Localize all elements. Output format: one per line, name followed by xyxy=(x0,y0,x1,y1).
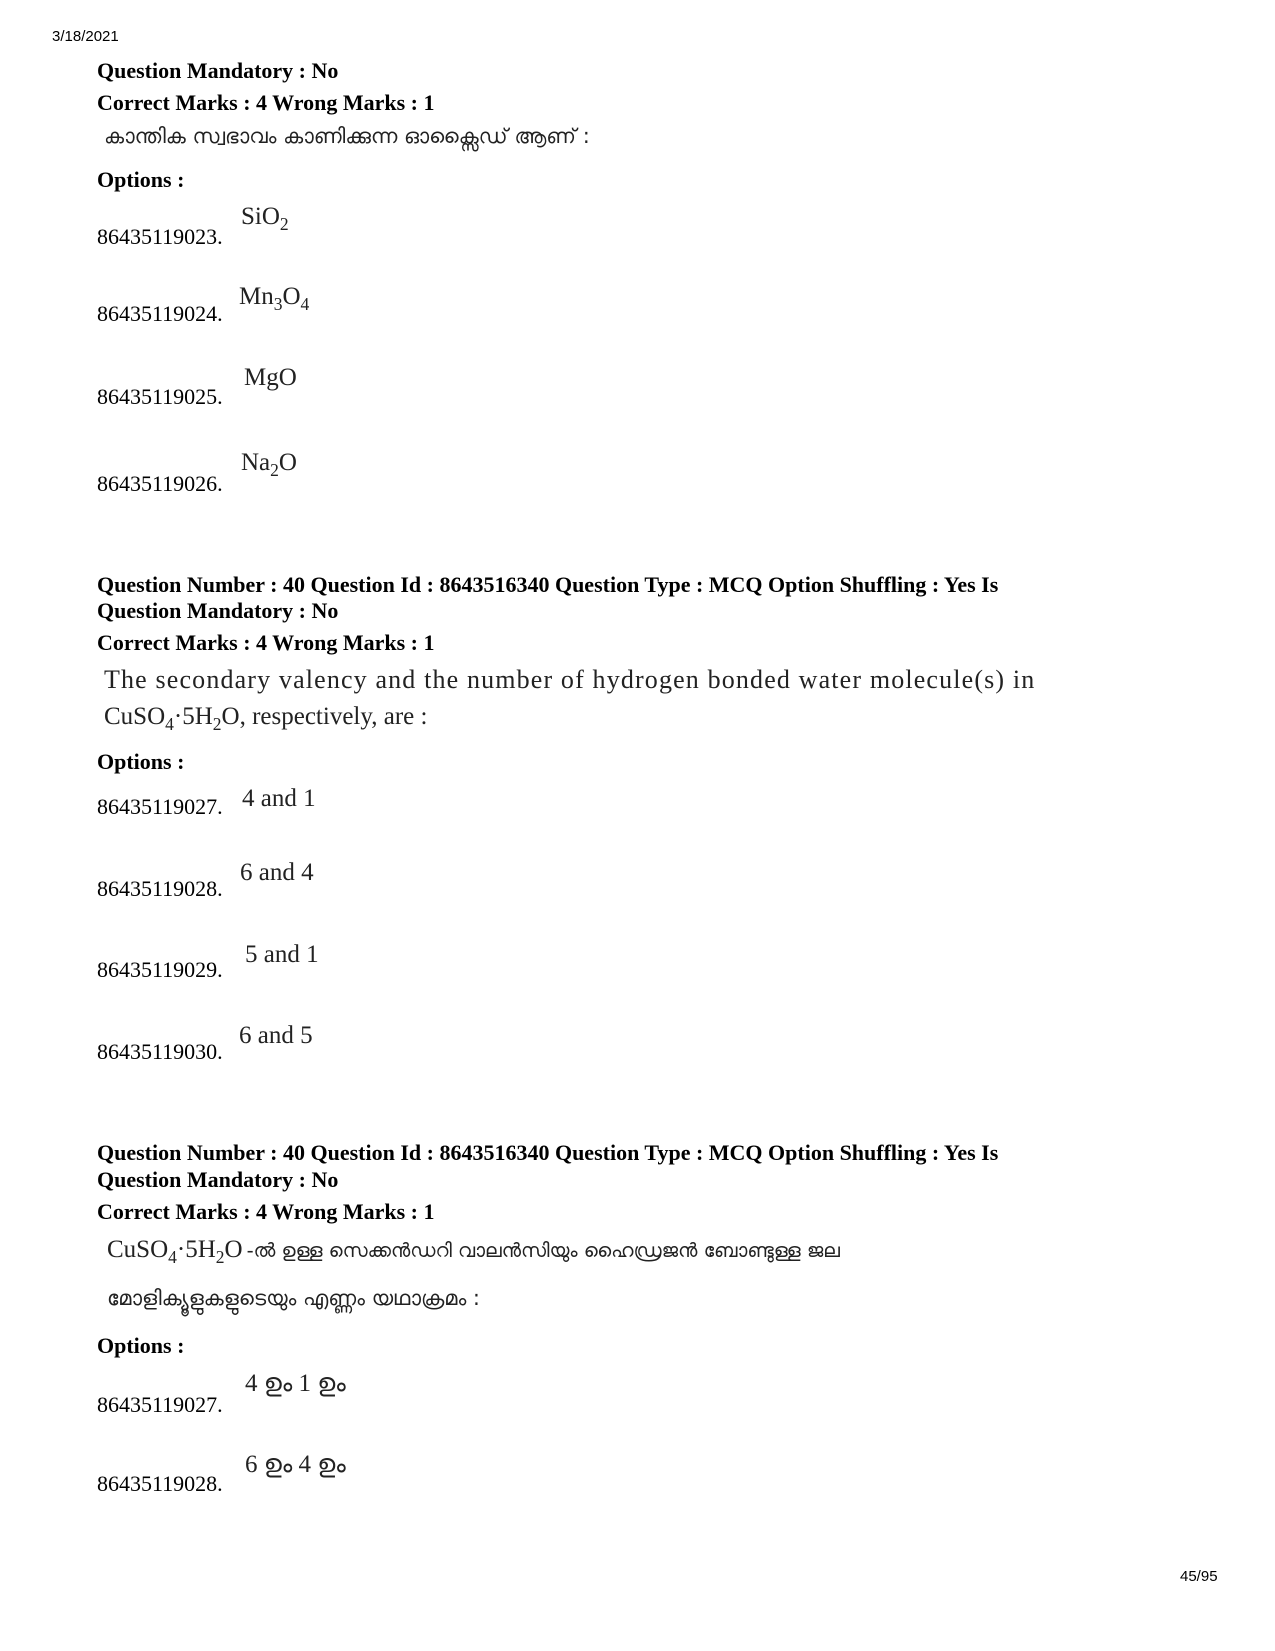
option-text: 6 and 4 xyxy=(240,859,314,886)
option-text: 6 and 5 xyxy=(239,1022,313,1049)
question-stem: കാന്തിക സ്വഭാവം കാണിക്കുന്ന ഓക്സൈഡ് ആണ് : xyxy=(104,124,590,148)
print-date: 3/18/2021 xyxy=(52,28,119,45)
question-marks: Correct Marks : 4 Wrong Marks : 1 xyxy=(97,630,435,655)
option-id: 86435119024. xyxy=(97,301,223,326)
option-formula: SiO$_2$ xyxy=(241,203,289,235)
option-formula: $Mn_3O_4$ xyxy=(239,283,310,315)
option-id: 86435119025. xyxy=(97,384,223,409)
question-mandatory: Question Mandatory : No xyxy=(97,598,339,623)
question-stem-text: -ൽ ഉള്ള സെക്കൻഡറി വാലൻസിയും ഹൈഡ്രജൻ ബോണ്ടുള്ള ജല xyxy=(246,1239,840,1262)
question-stem-line: മോളിക്യൂളുകളുടെയും എണ്ണം യഥാക്രമം : xyxy=(107,1286,481,1310)
option-text: 4 and 1 xyxy=(242,785,316,812)
option-id: 86435119027. xyxy=(97,794,223,819)
question-marks: Correct Marks : 4 Wrong Marks : 1 xyxy=(97,90,435,115)
option-id: 86435119026. xyxy=(97,471,223,496)
question-mandatory: Question Mandatory : No xyxy=(97,58,339,83)
page-number: 45/95 xyxy=(1180,1568,1218,1585)
question-stem-line xyxy=(107,1236,840,1268)
question-mandatory: Question Mandatory : No xyxy=(97,1167,339,1192)
options-label: Options : xyxy=(97,749,185,774)
question-header: Question Number : 40 Question Id : 8643516340 Question Type : MCQ Option Shuffling : Yes Is xyxy=(97,1140,999,1165)
options-label: Options : xyxy=(97,1333,185,1358)
option-id: 86435119027. xyxy=(97,1392,223,1417)
option-id: 86435119030. xyxy=(97,1039,223,1064)
option-id: 86435119028. xyxy=(97,1471,223,1496)
option-formula: MgO xyxy=(244,364,297,391)
question-stem-formula: $CuSO_4\cdot 5H_2O$ xyxy=(107,1236,243,1268)
option-id: 86435119023. xyxy=(97,224,223,249)
option-formula: $Na_2O$ xyxy=(241,449,297,481)
option-id: 86435119029. xyxy=(97,957,223,982)
question-header: Question Number : 40 Question Id : 8643516340 Question Type : MCQ Option Shuffling : Yes Is xyxy=(97,572,999,597)
option-text: 6 ഉം 4 ഉം xyxy=(245,1451,346,1478)
option-text: 5 and 1 xyxy=(245,941,319,968)
question-marks: Correct Marks : 4 Wrong Marks : 1 xyxy=(97,1199,435,1224)
option-id: 86435119028. xyxy=(97,876,223,901)
question-stem-line: The secondary valency and the number of hydrogen bonded water molecule(s) in xyxy=(104,665,1036,694)
question-stem-formula: $CuSO_4\cdot 5H_2O$, respectively, are : xyxy=(104,703,428,735)
option-text: 4 ഉം 1 ഉം xyxy=(245,1370,346,1397)
options-label: Options : xyxy=(97,167,185,192)
